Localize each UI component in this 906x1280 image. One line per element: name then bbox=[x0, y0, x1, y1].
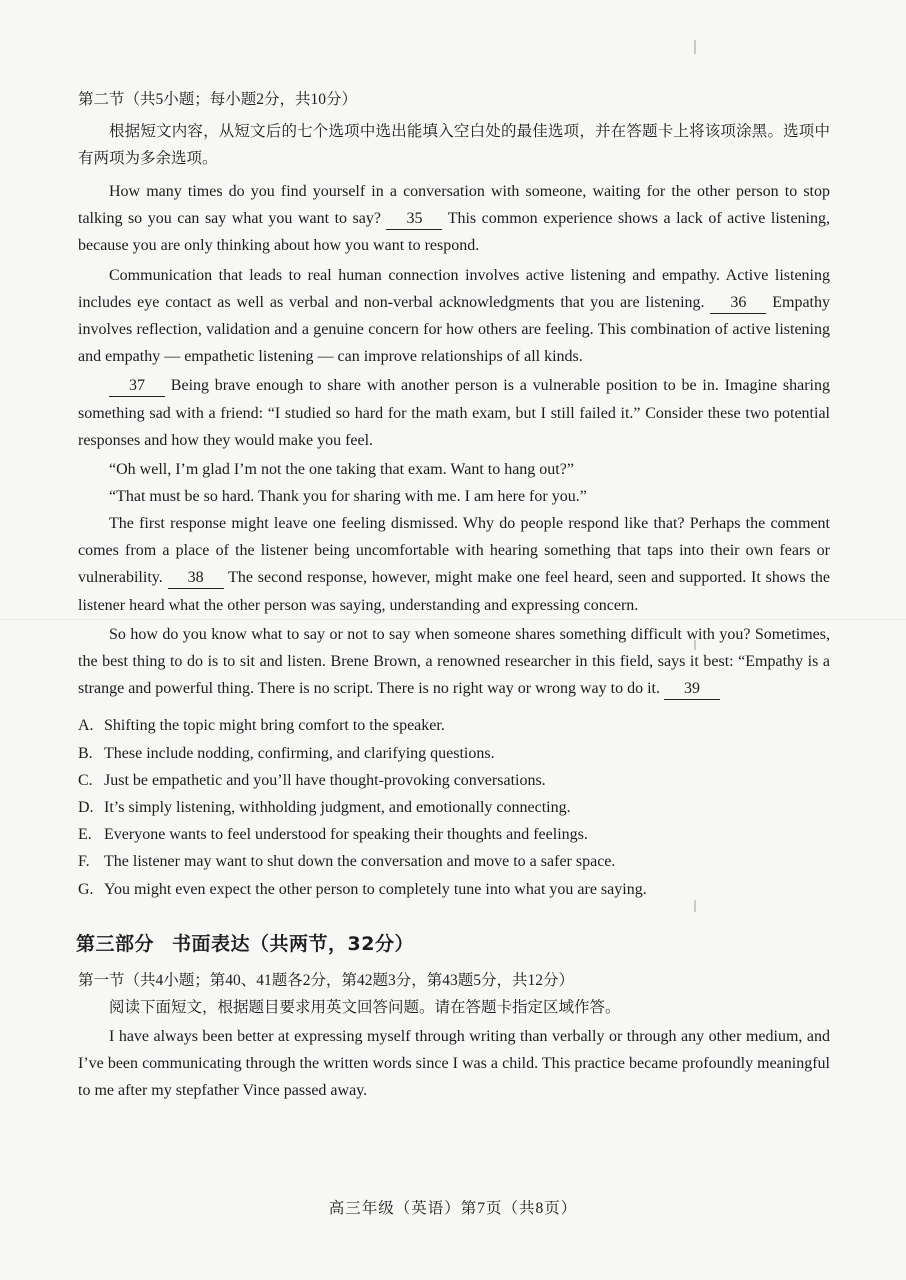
blank-38: 38 bbox=[168, 568, 224, 589]
passage-paragraph-4 bbox=[78, 510, 830, 619]
option-c bbox=[78, 767, 830, 794]
answer-options bbox=[78, 712, 830, 902]
part-3-label: 第三部分 bbox=[76, 932, 155, 955]
passage-paragraph-3 bbox=[78, 372, 830, 454]
option-a bbox=[78, 712, 830, 739]
option-g bbox=[78, 876, 830, 903]
paragraph-text: How many times do you find yourself in a conversation with someone, waiting for the other person to stop talking so you can say what you want to say? bbox=[78, 183, 830, 228]
option-d bbox=[78, 794, 830, 821]
passage-paragraph-2 bbox=[78, 262, 830, 371]
paragraph-text: This common experience shows a lack of active listening, because you are only thinking about how you want to respond. bbox=[78, 210, 830, 255]
paragraph-text: So how do you know what to say or not to say when someone shares something difficult with you? Sometimes, the best thing to do is to sit and listen. Brene Brown, a renowned researcher in this field, says it best: “Empathy is a strange and powerful thing. There is no script. There is no right way or wrong way to do it. bbox=[78, 625, 830, 698]
option-letter: B. bbox=[78, 744, 93, 762]
option-letter: F. bbox=[78, 853, 90, 871]
section-2-heading: 第二节（共5小题；每小题2分，共10分） bbox=[78, 91, 358, 108]
option-text: These include nodding, confirming, and clarifying questions. bbox=[104, 744, 495, 762]
option-f bbox=[78, 848, 830, 875]
paragraph-text: The first response might leave one feeling dismissed. Why do people respond like that? Perhaps the comment comes from a place of the listener being uncomfortable with hearing something that taps into their own fears or vulnerability. bbox=[78, 515, 830, 587]
section-3-1-heading: 第一节（共4小题；第40、41题各2分，第42题3分，第43题5分，共12分） bbox=[78, 971, 575, 989]
option-letter: C. bbox=[78, 771, 93, 789]
option-text: You might even expect the other person to completely tune into what you are saying. bbox=[104, 880, 647, 898]
option-text: The listener may want to shut down the conversation and move to a safer space. bbox=[104, 853, 616, 871]
blank-36: 36 bbox=[710, 293, 766, 314]
option-b bbox=[78, 740, 830, 767]
page-content bbox=[78, 88, 830, 1106]
paragraph-text: Being brave enough to share with another person is a vulnerable position to be in. Imagine sharing something sad with a friend: “I studied so hard for the math exam, but I still failed it.” Consider these two potential responses and how they would make you feel. bbox=[78, 377, 830, 449]
option-text: It’s simply listening, withholding judgment, and emotionally connecting. bbox=[104, 799, 571, 817]
paragraph-text: The second response, however, might make one feel heard, seen and supported. It shows the listener heard what the other person was saying, understanding and expressing concern. bbox=[78, 569, 831, 614]
section-2-instruction: 根据短文内容，从短文后的七个选项中选出能填入空白处的最佳选项，并在答题卡上将该项涂黑。选项中有两项为多余选项。 bbox=[78, 123, 830, 167]
option-text: Everyone wants to feel understood for speaking their thoughts and feelings. bbox=[104, 826, 588, 844]
passage-paragraph-5 bbox=[78, 621, 830, 703]
option-letter: A. bbox=[78, 717, 94, 735]
scan-speck bbox=[694, 40, 696, 54]
blank-35: 35 bbox=[386, 209, 442, 230]
option-text: Shifting the topic might bring comfort to the speaker. bbox=[104, 717, 445, 735]
writing-passage-paragraph: I have always been better at expressing myself through writing than verbally or through any other medium, and I’ve been communicating through the written words since I was a child. This practice became profoundly meaningful to me after my stepfather Vince passed away. bbox=[78, 1027, 830, 1100]
paragraph-text: Empathy involves reflection, validation and a genuine concern for how others are feeling. This combination of active listening and empathy — empathetic listening — can improve relationships of all kinds. bbox=[78, 293, 831, 366]
option-letter: E. bbox=[78, 826, 92, 844]
option-letter: D. bbox=[78, 799, 94, 817]
option-letter: G. bbox=[78, 880, 94, 898]
section-3-1-instruction: 阅读下面短文，根据题目要求用英文回答问题。请在答题卡指定区域作答。 bbox=[109, 998, 621, 1016]
blank-37: 37 bbox=[109, 376, 165, 397]
quote-response-2: “That must be so hard. Thank you for sharing with me. I am here for you.” bbox=[109, 488, 587, 506]
part-3-title: 书面表达（共两节，32分） bbox=[172, 932, 414, 955]
quote-response-1: “Oh well, I’m glad I’m not the one taking that exam. Want to hang out?” bbox=[109, 461, 574, 479]
part-3-heading bbox=[76, 929, 830, 956]
option-text: Just be empathetic and you’ll have thought-provoking conversations. bbox=[104, 771, 546, 789]
blank-39: 39 bbox=[664, 679, 720, 700]
paragraph-text: Communication that leads to real human connection involves active listening and empathy. Active listening includes eye contact as well as verbal and non-verbal acknowledgments that you are listening. bbox=[78, 266, 830, 311]
option-e bbox=[78, 821, 830, 848]
page-footer: 高三年级（英语）第7页（共8页） bbox=[328, 1200, 578, 1217]
passage-paragraph-1 bbox=[78, 178, 830, 260]
